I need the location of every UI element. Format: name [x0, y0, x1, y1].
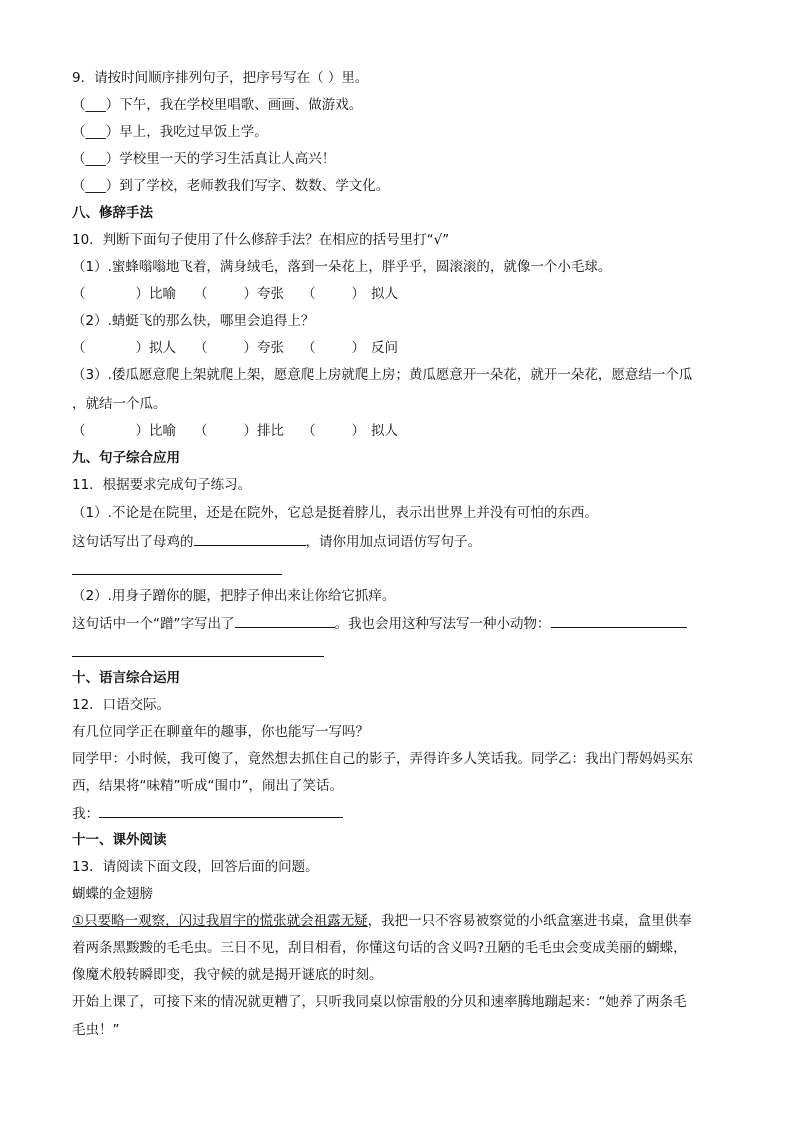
option-label: 夸张: [257, 286, 284, 302]
q12-answer-row: [72, 803, 343, 824]
answer-blank[interactable]: [551, 613, 687, 628]
q12-intro: 有几位同学正在聊童年的趣事，你也能写一写吗？: [72, 724, 369, 740]
q10-title: 10．判断下面句子使用了什么修辞手法？在相应的括号里打“√”: [72, 232, 450, 248]
q10-options-1: （ ）比喻 （ ）夸张 （ ） 拟人: [72, 286, 398, 302]
passage-para-1-line-2: 着两条黑黢黢的毛毛虫。三日不见，刮目相看，你懂这句话的含义吗?丑陋的毛毛虫会变成美丽的蝴蝶，: [72, 940, 687, 956]
q9-item-3: （___）学校里一天的学习生活真让人高兴！: [72, 151, 336, 167]
option-label: 拟人: [149, 340, 176, 356]
section-10-heading: 十、语言综合运用: [72, 670, 180, 686]
q9-title: 9．请按时间顺序排列句子，把序号写在（ ）里。: [72, 70, 369, 86]
option-label: 比喻: [149, 286, 176, 302]
q11-part-2: （2）.用身子蹭你的腿，把脖子伸出来让你给它抓痒。: [72, 588, 396, 604]
q13-title: 13．请阅读下面文段，回答后面的问题。: [72, 859, 319, 875]
q10-options-3: （ ）比喻 （ ）排比 （ ） 拟人: [72, 423, 398, 439]
q10-sentence-3b: ，就结一个瓜。: [72, 396, 167, 412]
section-8-heading: 八、修辞手法: [72, 205, 153, 221]
q10-sentence-3a: （3）.倭瓜愿意爬上架就爬上架，愿意爬上房就爬上房；黄瓜愿意开一朵花，就开一朵花，愿意结一个瓜: [72, 367, 693, 383]
q10-sentence-2: （2）.蜻蜓飞的那么快，哪里会追得上？: [72, 313, 315, 329]
option-label: 反问: [371, 340, 398, 356]
q9-item-2: （___）早上，我吃过早饭上学。: [72, 124, 268, 140]
q11-part-1: （1）.不论是在院里，还是在院外，它总是挺着脖儿，表示出世界上并没有可怕的东西。: [72, 505, 598, 521]
q12-title: 12．口语交际。: [72, 697, 171, 713]
passage-para-1-line-3: 像魔术般转瞬即变，我守候的就是揭开谜底的时刻。: [72, 967, 383, 983]
q12-dialog-line-2: 西，结果将“味精”听成“围巾”，闹出了笑话。: [72, 778, 343, 794]
section-9-heading: 九、句子综合应用: [72, 450, 180, 466]
passage-para-2-line-1: 开始上课了，可接下来的情况就更糟了，只听我同桌以惊雷般的分贝和速率腾地蹦起来：“她养了两条毛: [72, 994, 687, 1010]
q9-item-4: （___）到了学校，老师教我们写字、数数、学文化。: [72, 178, 390, 194]
q10-options-2: （ ）拟人 （ ）夸张 （ ） 反问: [72, 340, 398, 356]
answer-blank[interactable]: [235, 613, 335, 628]
answer-line[interactable]: [72, 574, 282, 575]
q11-part-2-question: 这句话中一个“蹭”字写出了 。我也会用这种写法写一种小动物：: [72, 613, 687, 634]
option-label: 比喻: [149, 423, 176, 439]
option-label: 夸张: [257, 340, 284, 356]
q10-sentence-1: （1）.蜜蜂嗡嗡地飞着，满身绒毛，落到一朵花上，胖乎乎，圆滚滚的，就像一个小毛球。: [72, 259, 612, 275]
option-label: 拟人: [371, 423, 398, 439]
section-11-heading: 十一、课外阅读: [72, 832, 167, 848]
q11-title: 11．根据要求完成句子练习。: [72, 477, 252, 493]
q12-dialog-line-1: 同学甲：小时候，我可傻了，竟然想去抓住自己的影子，弄得许多人笑话我。同学乙：我出门帮妈妈买东: [72, 751, 693, 767]
passage-para-2-line-2: 毛虫！”: [72, 1022, 120, 1038]
answer-blank[interactable]: [194, 531, 306, 546]
passage-title: 蝴蝶的金翅膀: [72, 886, 153, 902]
me-label: 我：: [72, 806, 99, 822]
option-label: 拟人: [371, 286, 398, 302]
answer-line[interactable]: [72, 656, 324, 657]
underlined-sentence: ①只要略一观察，闪过我眉宇的慌张就会祖露无疑: [72, 913, 368, 929]
q9-item-1: （___）下午，我在学校里唱歌、画画、做游戏。: [72, 97, 363, 113]
answer-blank[interactable]: [99, 803, 343, 818]
passage-para-1-line-1: ①只要略一观察，闪过我眉宇的慌张就会祖露无疑，我把一只不容易被察觉的小纸盒塞进书桌，盒里供奉: [72, 913, 692, 929]
q11-part-1-question: 这句话写出了母鸡的 ，请你用加点词语仿写句子。: [72, 531, 481, 552]
option-label: 排比: [257, 423, 284, 439]
